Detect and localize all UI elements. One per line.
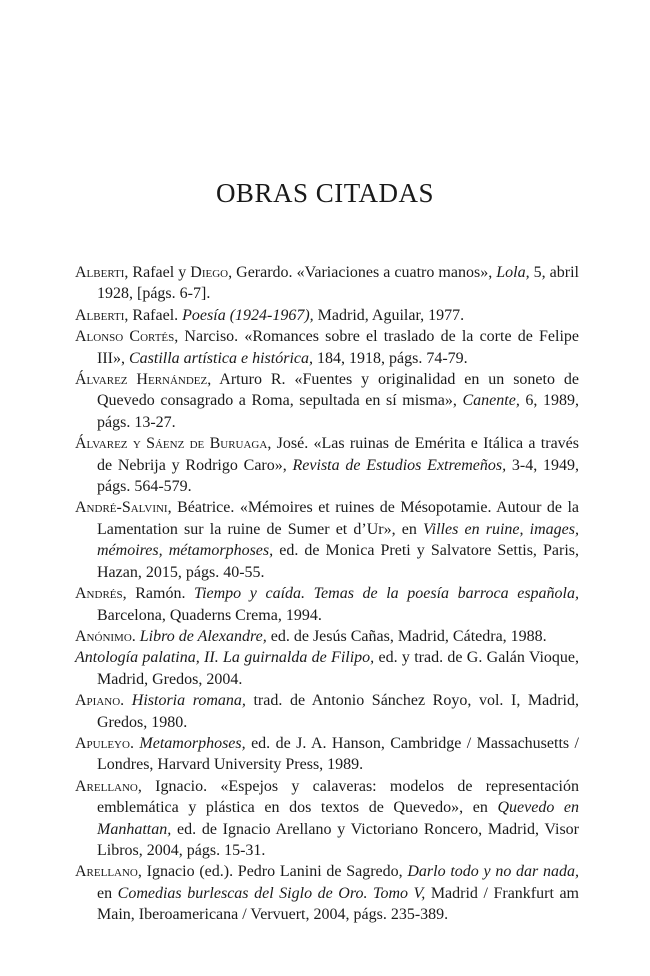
work-title: Castilla artística e histórica, (128, 349, 313, 367)
author-name: Alberti (75, 264, 125, 281)
entry-text: ed. de Ignacio Arellano y Victoriano Roncero, Madrid, Visor Libros, 2004, págs. 15-31. (97, 820, 579, 859)
work-title: Lola, (496, 264, 530, 281)
entry-text: , José. «Las ruinas de Emérita e Itálica a través de Nebrija y Rodrigo Caro», (97, 435, 580, 474)
entry-text: , Ignacio. «Espejos y calaveras: modelos de representación emblemática y plástica en dos textos de Quevedo», en (97, 777, 579, 817)
author-name: Anónimo (75, 627, 132, 645)
author-name: Andrés (75, 585, 123, 603)
author-name: Álvarez y Sáenz de Buruaga (75, 435, 268, 453)
bibliography-entry (75, 647, 579, 690)
work-title: Villes en ruine, images, mémoires, métamorphoses, (97, 520, 579, 560)
work-title: Tiempo y caída. Temas de la poesía barroca española, (194, 585, 579, 603)
entry-text: , Gerardo. «Variaciones a cuatro manos», (228, 264, 497, 281)
entry-text: Madrid, Aguilar, 1977. (313, 306, 465, 324)
work-title: Poesía (1924-1967), (182, 306, 314, 324)
entry-text: , Narciso. «Romances sobre el traslado de la corte de Felipe III», (97, 328, 579, 367)
work-title: Libro de Alexandre, (139, 627, 267, 645)
entry-text: , Ramón. (122, 585, 195, 603)
work-title: Revista de Estudios Extremeños, (292, 456, 507, 474)
author-name: Apiano (75, 692, 121, 710)
entry-text: en (97, 884, 118, 902)
work-title: Metamorphoses, (139, 734, 246, 752)
work-title: Canente, (462, 392, 520, 410)
entry-text: ed. y trad. de G. Galán Vioque, Madrid, Gredos, 2004. (97, 649, 580, 688)
entry-text: trad. de Antonio Sánchez Royo, vol. I, Madrid, Gredos, 1980. (97, 692, 580, 731)
bibliography-entry (75, 305, 579, 326)
author-name: Diego (190, 264, 229, 281)
bibliography-entry (75, 583, 579, 626)
bibliography-entry (75, 433, 579, 497)
entry-text: ed. de J. A. Hanson, Cambridge / Massachusetts / Londres, Harvard University Press, 1989. (97, 734, 580, 774)
author-name: André-Salvini (75, 499, 168, 517)
author-name: Apuleyo (75, 734, 130, 752)
page-title: OBRAS CITADAS (215, 178, 435, 208)
author-name: Arellano (75, 863, 138, 881)
entry-text: , Arturo R. «Fuentes y originalidad en un soneto de Quevedo consagrado a Roma, sepultada en sí misma», (97, 371, 579, 410)
entry-text: ed. de Monica Preti y Salvatore Settis, Paris, Hazan, 2015, págs. 40-55. (97, 542, 580, 581)
entry-text: 5, abril 1928, [págs. 6-7]. (97, 264, 579, 303)
work-title: Quevedo en Manhattan, (97, 799, 580, 838)
bibliography-entry (75, 626, 579, 647)
entry-text: Barcelona, Quaderns Crema, 1994. (97, 606, 322, 624)
entry-text: 184, 1918, págs. 74-79. (313, 349, 468, 367)
entry-text: Madrid / Frankfurt am Main, Iberoamericana / Vervuert, 2004, págs. 235-389. (97, 884, 579, 924)
entry-text: , Béatrice. «Mémoires et ruines de Mésopotamie. Autour de la Lamentation sur la ruine de Sumer et d’Ur», en (97, 499, 579, 538)
bibliography-entry (75, 733, 579, 776)
work-title: Comedias burlescas del Siglo de Oro. Tomo V, (117, 884, 426, 902)
entry-text: 3-4, 1949, págs. 564-579. (97, 456, 580, 496)
entry-text: 6, 1989, págs. 13-27. (97, 392, 580, 431)
author-name: Arellano (75, 777, 138, 795)
bibliography-entry (75, 861, 579, 925)
entry-text: . (120, 692, 132, 710)
work-title: Darlo todo y no dar nada, (407, 863, 580, 881)
bibliography-entry (75, 369, 579, 433)
author-name: Alonso Cortés (75, 328, 175, 346)
entry-text: , Ignacio (ed.). Pedro Lanini de Sagredo, (137, 863, 408, 881)
bibliography-entry (75, 497, 579, 583)
bibliography-entry (75, 690, 579, 733)
entry-text: , Rafael y (124, 264, 191, 281)
entry-text: , Rafael. (124, 306, 183, 324)
author-name: Álvarez Hernández (75, 371, 208, 389)
entry-text: ed. de Jesús Cañas, Madrid, Cátedra, 1988. (266, 627, 547, 645)
entry-text: . (131, 627, 140, 645)
entry-text: . (129, 734, 140, 752)
bibliography-entry (75, 262, 579, 305)
bibliography-entry (75, 776, 579, 862)
work-title: Antología palatina, II. La guirnalda de Filipo, (75, 649, 375, 667)
work-title: Historia romana, (131, 692, 246, 710)
bibliography-list (75, 262, 579, 926)
author-name: Alberti (75, 306, 125, 324)
bibliography-entry (75, 326, 579, 369)
